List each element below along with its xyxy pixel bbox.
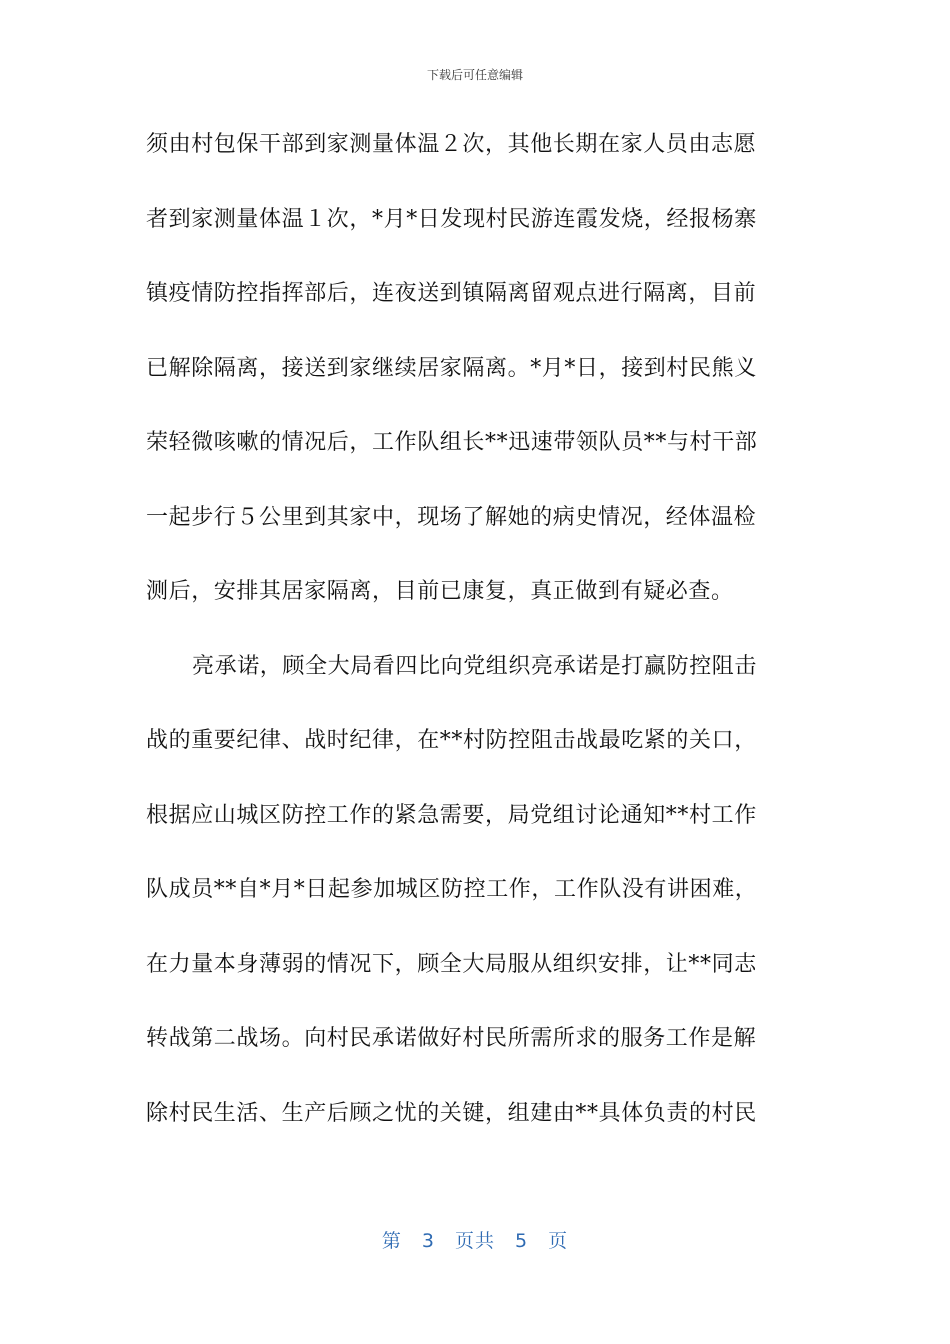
page-number-footer bbox=[0, 1226, 950, 1253]
text-line: 镇疫情防控指挥部后，连夜送到镇隔离留观点进行隔离，目前 bbox=[146, 281, 757, 306]
text-line: 者到家测量体温１次，*月*日发现村民游连霞发烧，经报杨寨 bbox=[146, 206, 757, 232]
text-line: 转战第二战场。向村民承诺做好村民所需所求的服务工作是解 bbox=[146, 1026, 757, 1051]
text-line: 战的重要纪律、战时纪律，在**村防控阻击战最吃紧的关口， bbox=[146, 728, 757, 753]
text-line: 已解除隔离，接送到家继续居家隔离。*月*日，接到村民熊义 bbox=[146, 355, 757, 381]
text-line: 一起步行５公里到其家中，现场了解她的病史情况，经体温检 bbox=[146, 504, 757, 530]
paragraph-start-line: 亮承诺，顾全大局看四比向党组织亮承诺是打赢防控阻击 bbox=[192, 653, 758, 679]
page-header: 下载后可任意编辑 bbox=[426, 68, 523, 82]
footer-suffix: 页 bbox=[548, 1230, 569, 1252]
footer-prefix: 第 bbox=[381, 1230, 402, 1252]
footer-middle: 页共 bbox=[454, 1230, 495, 1252]
text-line: 须由村包保干部到家测量体温２次，其他长期在家人员由志愿 bbox=[146, 132, 757, 157]
text-line: 在力量本身薄弱的情况下，顾全大局服从组织安排，让**同志 bbox=[146, 951, 757, 977]
total-page-count: 5 bbox=[515, 1230, 529, 1252]
document-body bbox=[146, 122, 806, 1165]
text-line: 测后，安排其居家隔离，目前已康复，真正做到有疑必查。 bbox=[146, 579, 734, 604]
text-line: 根据应山城区防控工作的紧急需要，局党组讨论通知**村工作 bbox=[146, 802, 757, 828]
text-line: 除村民生活、生产后顾之忧的关键，组建由**具体负责的村民 bbox=[146, 1100, 757, 1126]
current-page-number: 3 bbox=[421, 1230, 435, 1252]
text-line: 荣轻微咳嗽的情况后，工作队组长**迅速带领队员**与村干部 bbox=[146, 430, 758, 455]
text-line: 队成员**自*月*日起参加城区防控工作，工作队没有讲困难， bbox=[146, 877, 758, 902]
